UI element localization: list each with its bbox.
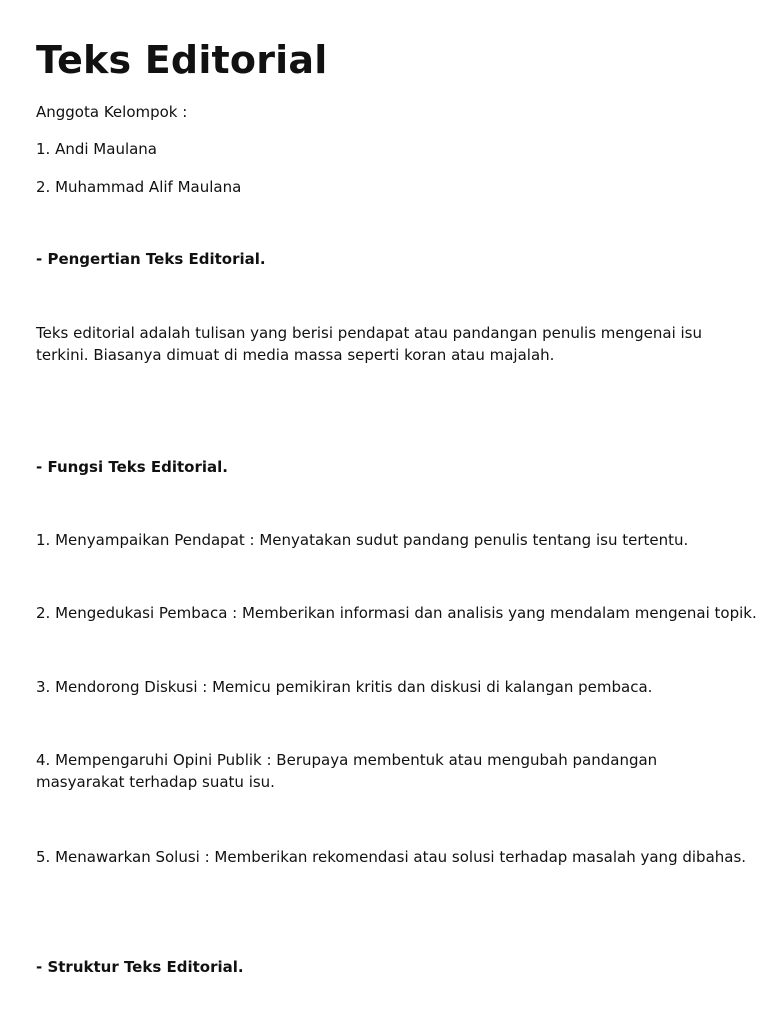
fungsi-list-item: 5. Menawarkan Solusi : Memberikan rekomendasi atau solusi terhadap masalah yang dibahas. — [36, 848, 747, 866]
section-heading-fungsi: - Fungsi Teks Editorial. — [36, 458, 228, 476]
pengertian-paragraph: Teks editorial adalah tulisan yang berisi pendapat atau pandangan penulis mengenai isu terkini. Biasanya dimuat di media massa seperti koran atau majalah. — [36, 324, 702, 364]
section-heading-struktur: - Struktur Teks Editorial. — [36, 958, 244, 976]
fungsi-list-item: 2. Mengedukasi Pembaca : Memberikan informasi dan analisis yang mendalam mengenai topik. — [36, 604, 757, 622]
group-label: Anggota Kelompok : — [36, 103, 188, 121]
fungsi-list-item: 4. Mempengaruhi Opini Publik : Berupaya membentuk atau mengubah pandangan masyarakat terhadap suatu isu. — [36, 751, 658, 791]
group-member: 1. Andi Maulana — [36, 140, 158, 158]
fungsi-list-item: 3. Mendorong Diskusi : Memicu pemikiran kritis dan diskusi di kalangan pembaca. — [36, 678, 653, 696]
fungsi-list-item: 1. Menyampaikan Pendapat : Menyatakan sudut pandang penulis tentang isu tertentu. — [36, 531, 689, 549]
section-heading-pengertian: - Pengertian Teks Editorial. — [36, 250, 266, 268]
document-title: Teks Editorial — [36, 38, 328, 82]
group-member: 2. Muhammad Alif Maulana — [36, 178, 242, 196]
